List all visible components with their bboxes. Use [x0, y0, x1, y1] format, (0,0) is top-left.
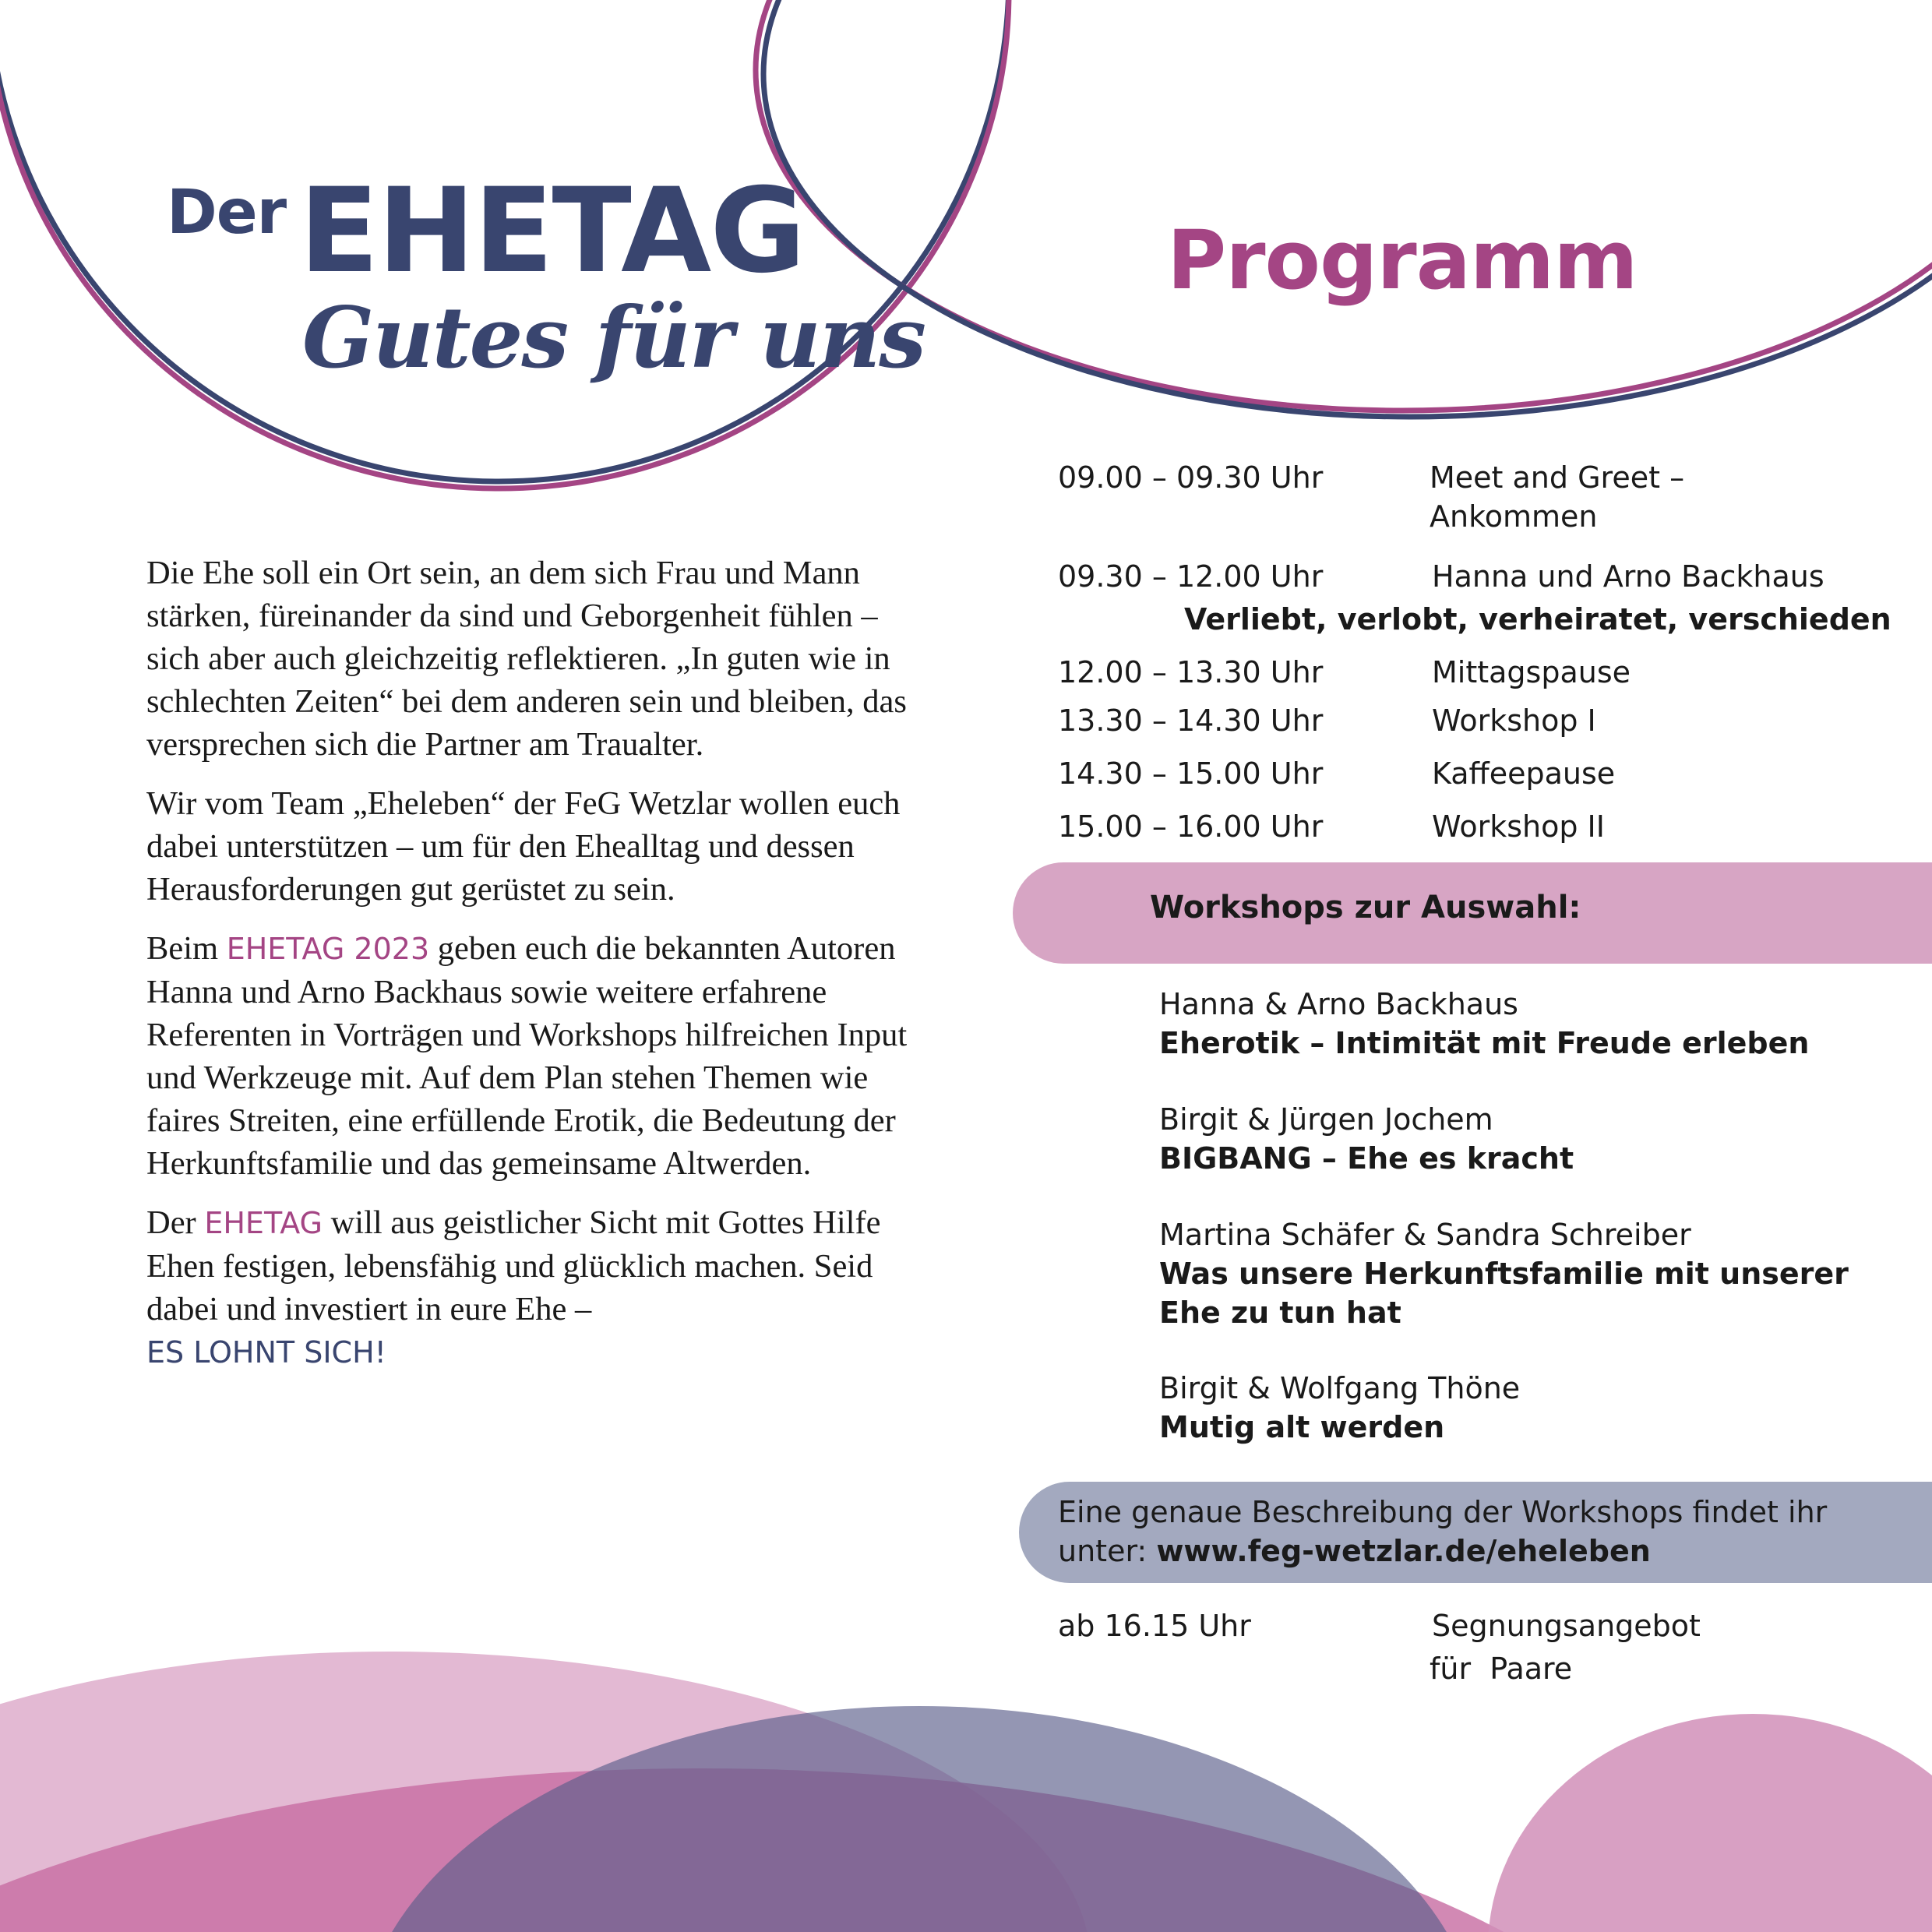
- note-link-line: [1058, 1532, 1899, 1571]
- schedule-item-line2: Ankommen: [1430, 499, 1598, 534]
- workshop-speakers: Martina Schäfer & Sandra Schreiber: [1159, 1218, 1691, 1252]
- p4-start: Der: [146, 1204, 196, 1241]
- schedule-item: Kaffeepause: [1432, 756, 1616, 791]
- p3-end: geben euch die bekannten Autoren Hanna und Arno Backhaus sowie weitere erfahrene Referenten in Vorträgen und Workshops hilfreichen Input und Werkzeuge mit. Auf dem Plan stehen Themen wie faires Streiten, eine erfüllende Erotik, die Bedeutung der Herkunftsfamilie und das gemeinsame Altwerden.: [146, 930, 908, 1182]
- workshop-title-line2: Ehe zu tun hat: [1159, 1296, 1401, 1330]
- workshop-title: Was unsere Herkunftsfamilie mit unserer: [1159, 1257, 1849, 1291]
- final-time: ab 16.15 Uhr: [1058, 1609, 1251, 1643]
- workshop-title: Eherotik – Intimität mit Freude erleben: [1159, 1026, 1810, 1060]
- ring-top-right: [756, 0, 1932, 417]
- page-subtitle: Gutes für uns: [302, 289, 925, 387]
- workshop-item: [1159, 1369, 1520, 1447]
- workshop-description-note: [1058, 1493, 1899, 1571]
- workshop-title: BIGBANG – Ehe es kracht: [1159, 1141, 1574, 1176]
- schedule-item: Hanna und Arno Backhaus: [1432, 559, 1824, 594]
- workshop-speakers: Birgit & Jürgen Jochem: [1159, 1102, 1493, 1137]
- workshops-label: Workshops zur Auswahl:: [1150, 890, 1581, 925]
- ehetag-2023-highlight: EHETAG 2023: [226, 932, 430, 966]
- intro-paragraph-2: Wir vom Team „Eheleben“ der FeG Wetzlar wollen euch dabei unterstützen – um für den Ehealltag und dessen Herausforderungen gut gerüstet zu sein.: [146, 785, 901, 908]
- schedule-time: 09.00 – 09.30 Uhr: [1058, 460, 1324, 495]
- workshop-speakers: Hanna & Arno Backhaus: [1159, 987, 1518, 1021]
- title-prefix: Der: [167, 178, 287, 248]
- final-item: Segnungsangebot: [1432, 1609, 1701, 1643]
- note-text: Eine genaue Beschreibung der Workshops findet ihr: [1058, 1495, 1828, 1529]
- workshop-title: Mutig alt werden: [1159, 1410, 1445, 1444]
- intro-paragraph-3: [146, 927, 910, 1185]
- website-link[interactable]: www.feg-wetzlar.de/eheleben: [1156, 1534, 1651, 1568]
- program-title: Programm: [1167, 213, 1638, 308]
- schedule-time: 09.30 – 12.00 Uhr: [1058, 559, 1324, 594]
- closing-callout: ES LOHNT SICH!: [146, 1335, 386, 1370]
- schedule-item: Workshop II: [1432, 809, 1605, 844]
- workshop-item: [1159, 985, 1809, 1063]
- workshop-speakers: Birgit & Wolfgang Thöne: [1159, 1371, 1521, 1405]
- schedule-item: Workshop I: [1432, 703, 1596, 738]
- workshop-item: [1159, 1100, 1574, 1178]
- p4-end: will aus geistlicher Sicht mit Gottes Hilfe Ehen festigen, lebensfähig und glücklich machen. Seid dabei und investiert in eure Ehe –: [146, 1204, 881, 1327]
- keynote-title: Verliebt, verlobt, verheiratet, verschieden: [1184, 602, 1891, 636]
- schedule-time: 12.00 – 13.30 Uhr: [1058, 655, 1324, 689]
- bottom-blobs: [0, 1652, 1932, 1932]
- note-prefix: unter:: [1058, 1534, 1148, 1568]
- workshop-item: [1159, 1215, 1849, 1332]
- ehetag-highlight: EHETAG: [204, 1206, 323, 1240]
- final-item-line2: für Paare: [1430, 1652, 1573, 1686]
- intro-paragraph-1: Die Ehe soll ein Ort sein, an dem sich Frau und Mann stärken, füreinander da sind und Geborgenheit fühlen – sich aber auch gleichzeitig reflektieren. „In guten wie in schlechten Zeiten“ bei dem anderen sein und bleiben, das versprechen sich die Partner am Traualter.: [146, 555, 907, 763]
- page-title: EHETAG: [299, 164, 805, 299]
- schedule-time: 14.30 – 15.00 Uhr: [1058, 756, 1324, 791]
- intro-paragraph-4: [146, 1201, 910, 1374]
- intro-text: [146, 552, 910, 1391]
- schedule-time: 15.00 – 16.00 Uhr: [1058, 809, 1324, 844]
- schedule-item: Mittagspause: [1432, 655, 1631, 689]
- schedule-item: Meet and Greet –: [1430, 460, 1685, 495]
- p3-start: Beim: [146, 930, 219, 967]
- schedule-time: 13.30 – 14.30 Uhr: [1058, 703, 1324, 738]
